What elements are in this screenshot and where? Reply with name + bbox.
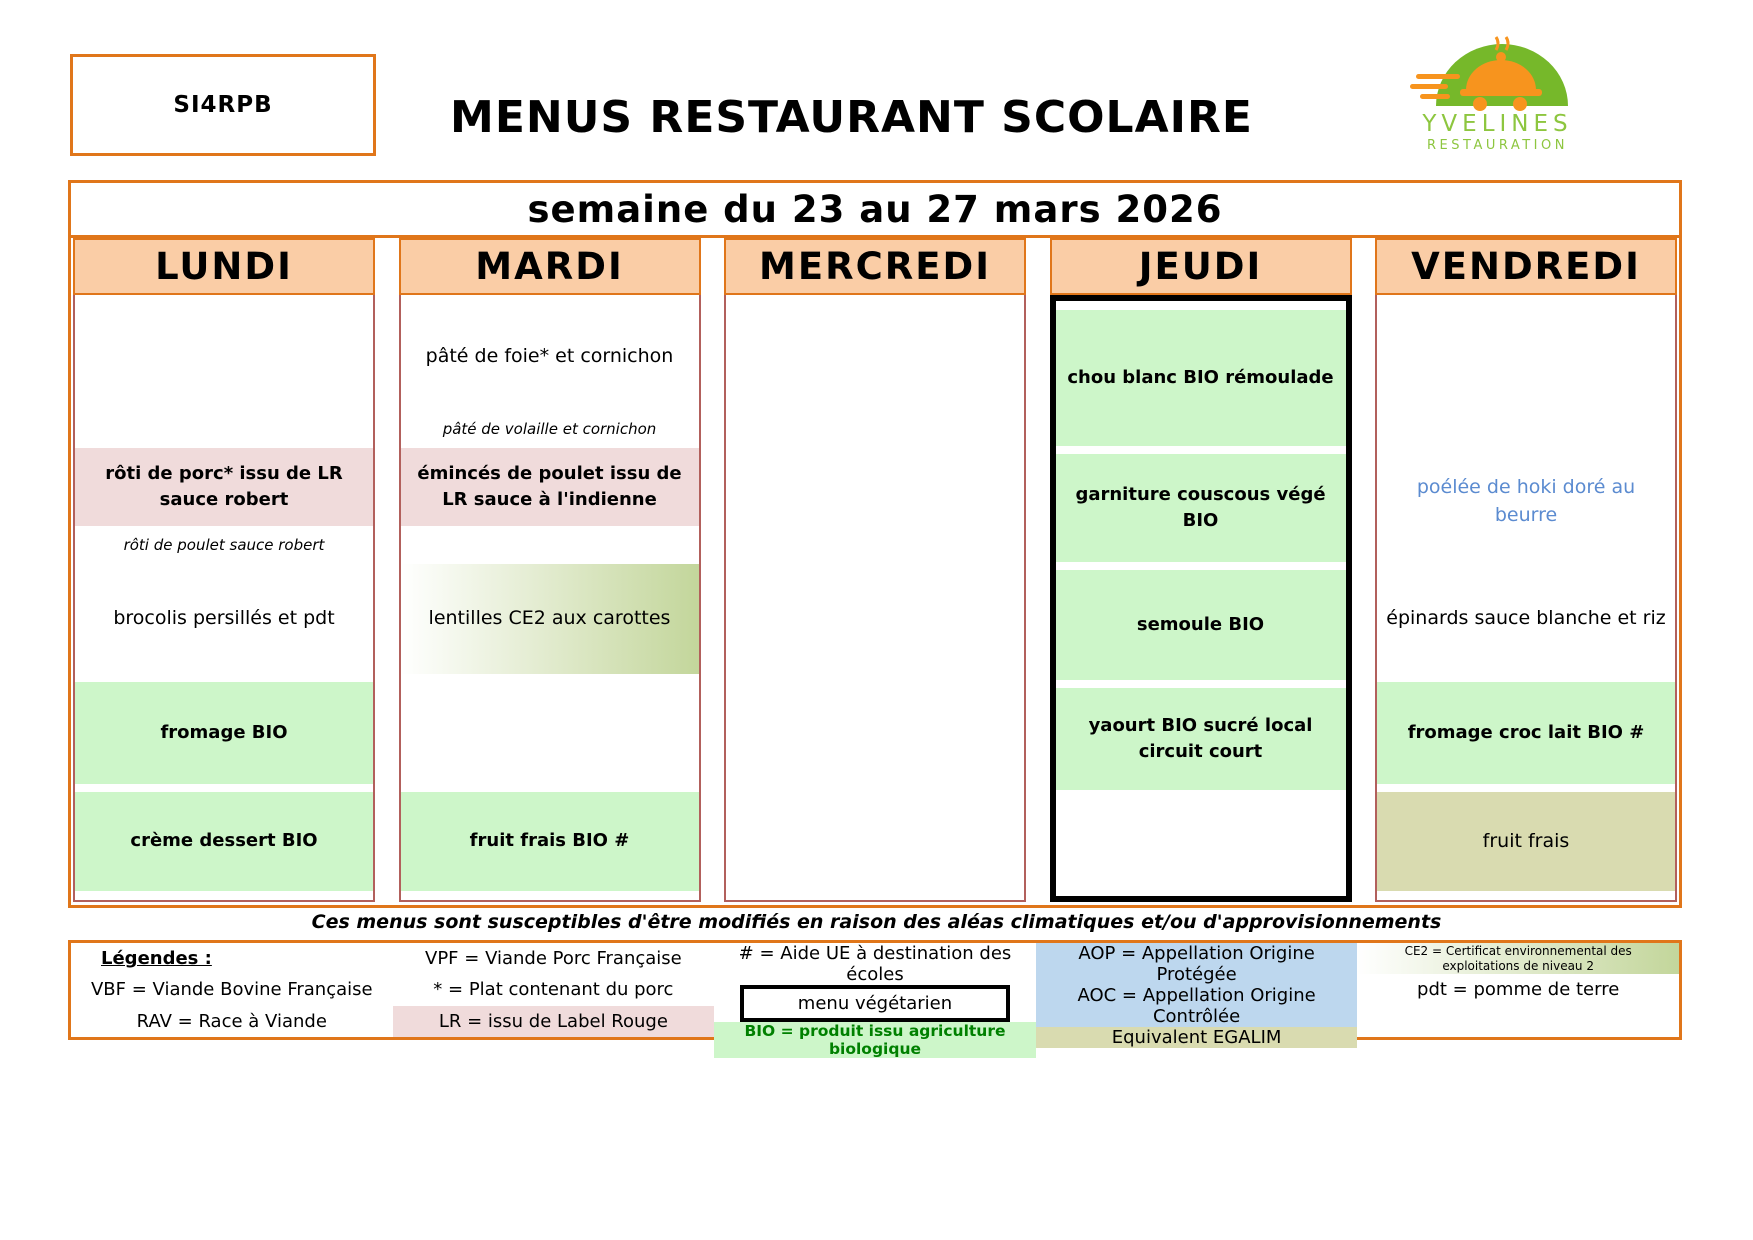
slot-entree [1056, 306, 1346, 450]
page-title: MENUS RESTAURANT SCOLAIRE [450, 92, 1253, 143]
menu-item-dessert: fruit frais [1377, 792, 1675, 891]
menu-item-side: brocolis persillés et pdt [113, 607, 335, 630]
menu-item-dairy: yaourt BIO sucré local circuit court [1056, 688, 1346, 790]
menu-item-alternative: rôti de poulet sauce robert [123, 536, 325, 554]
logo-text-line1: YVELINES [1422, 111, 1573, 137]
day-body-lundi [73, 295, 375, 902]
legend-aide-ue: # = Aide UE à destination des écoles [738, 943, 1012, 985]
slot-fromage [1377, 678, 1675, 788]
menu-item-side: lentilles CE2 aux carottes [401, 564, 699, 674]
day-column-vendredi [1375, 238, 1677, 902]
day-columns [71, 238, 1679, 902]
weekly-menu-table [68, 180, 1682, 908]
page-header [0, 0, 1753, 172]
menu-item-side: épinards sauce blanche et riz [1386, 607, 1666, 630]
menu-item-starter: pâté de foie* et cornichon [425, 345, 674, 368]
legend-column-3 [714, 943, 1036, 1058]
day-body-vendredi [1375, 295, 1677, 902]
cloche-dome-icon [1408, 26, 1588, 114]
slot-plat [726, 444, 1024, 560]
slot-accompagnement [401, 560, 699, 678]
slot-plat [1377, 444, 1675, 560]
slot-entree [1377, 300, 1675, 444]
menu-item-side: semoule BIO [1056, 570, 1346, 680]
legend-empty-cell [1357, 1006, 1679, 1037]
legend-porc: * = Plat contenant du porc [433, 979, 674, 1001]
legend-egalim: Equivalent EGALIM [1036, 1027, 1358, 1048]
legend-column-4 [1036, 943, 1358, 1048]
legend-ce2: CE2 = Certificat environnemental des exploitations de niveau 2 [1357, 943, 1679, 974]
day-body-mardi [399, 295, 701, 902]
legend-table [68, 940, 1682, 1058]
legend-menu-vegetarien-cell [714, 985, 1036, 1022]
legend-column-5 [1357, 943, 1679, 1037]
legend-vbf: VBF = Viande Bovine Française [90, 979, 373, 1001]
slot-plat [1056, 450, 1346, 566]
legend-column-2 [393, 943, 715, 1037]
slot-dessert [401, 788, 699, 895]
day-column-lundi [73, 238, 375, 902]
legend-aoc: AOC = Appellation Origine Contrôlée [1036, 985, 1358, 1027]
menu-item-main-fish: poélée de hoki doré au beurre [1416, 476, 1636, 526]
slot-plat [75, 444, 373, 560]
day-header-vendredi: VENDREDI [1375, 238, 1677, 295]
disclaimer-text: Ces menus sont susceptibles d'être modifiés en raison des aléas climatiques et/ou d'approvisionnements [311, 911, 1442, 933]
legend-title: Légendes : [101, 948, 212, 970]
menu-item-dessert: fruit frais BIO # [401, 792, 699, 891]
slot-fromage [401, 678, 699, 788]
day-column-mardi [399, 238, 701, 902]
legend-bio: BIO = produit issu agriculture biologique [714, 1022, 1036, 1058]
legend-label-rouge: LR = issu de Label Rouge [393, 1006, 715, 1037]
menu-item-cheese: fromage croc lait BIO # [1377, 682, 1675, 784]
slot-fromage [75, 678, 373, 788]
slot-accompagnement [75, 560, 373, 678]
day-header-jeudi: JEUDI [1050, 238, 1352, 295]
menu-item-alternative: pâté de volaille et cornichon [442, 420, 657, 438]
day-header-mercredi: MERCREDI [724, 238, 1026, 295]
day-column-jeudi [1050, 238, 1352, 902]
menu-item-main: rôti de porc* issu de LR sauce robert [75, 448, 373, 526]
legend-vpf: VPF = Viande Porc Française [425, 948, 682, 970]
slot-dessert [1377, 788, 1675, 895]
legend-aop: AOP = Appellation Origine Protégée [1036, 943, 1358, 985]
slot-plat [401, 444, 699, 560]
legend-pdt: pdt = pomme de terre [1417, 979, 1620, 1001]
menu-item-starter: chou blanc BIO rémoulade [1056, 310, 1346, 446]
week-banner: semaine du 23 au 27 mars 2026 [71, 183, 1679, 238]
menu-item-cheese: fromage BIO [75, 682, 373, 784]
day-header-lundi: LUNDI [73, 238, 375, 295]
day-column-mercredi [724, 238, 1026, 902]
menu-item-main: émincés de poulet issu de LR sauce à l'indienne [401, 448, 699, 526]
legend-menu-vegetarien-box: menu végétarien [740, 985, 1010, 1022]
slot-entree [75, 300, 373, 444]
slot-fromage [1056, 684, 1346, 794]
day-body-mercredi [724, 295, 1026, 902]
slot-accompagnement [1377, 560, 1675, 678]
legend-column-1 [71, 943, 393, 1037]
menu-item-main: garniture couscous végé BIO [1056, 454, 1346, 562]
slot-fromage [726, 678, 1024, 788]
day-header-mardi: MARDI [399, 238, 701, 295]
slot-accompagnement [726, 560, 1024, 678]
menu-item-dessert: crème dessert BIO [75, 792, 373, 891]
yvelines-restauration-logo [1400, 26, 1595, 152]
logo-text-line2: RESTAURATION [1427, 138, 1568, 153]
day-body-jeudi-vegetarien [1050, 295, 1352, 902]
slot-dessert [1056, 794, 1346, 891]
slot-accompagnement [1056, 566, 1346, 684]
slot-entree [401, 300, 699, 444]
menu-item-alternative [401, 530, 699, 560]
legend-rav: RAV = Race à Viande [136, 1010, 327, 1032]
school-code: SI4RPB [173, 92, 273, 118]
slot-entree [726, 300, 1024, 444]
slot-dessert [75, 788, 373, 895]
slot-dessert [726, 788, 1024, 895]
